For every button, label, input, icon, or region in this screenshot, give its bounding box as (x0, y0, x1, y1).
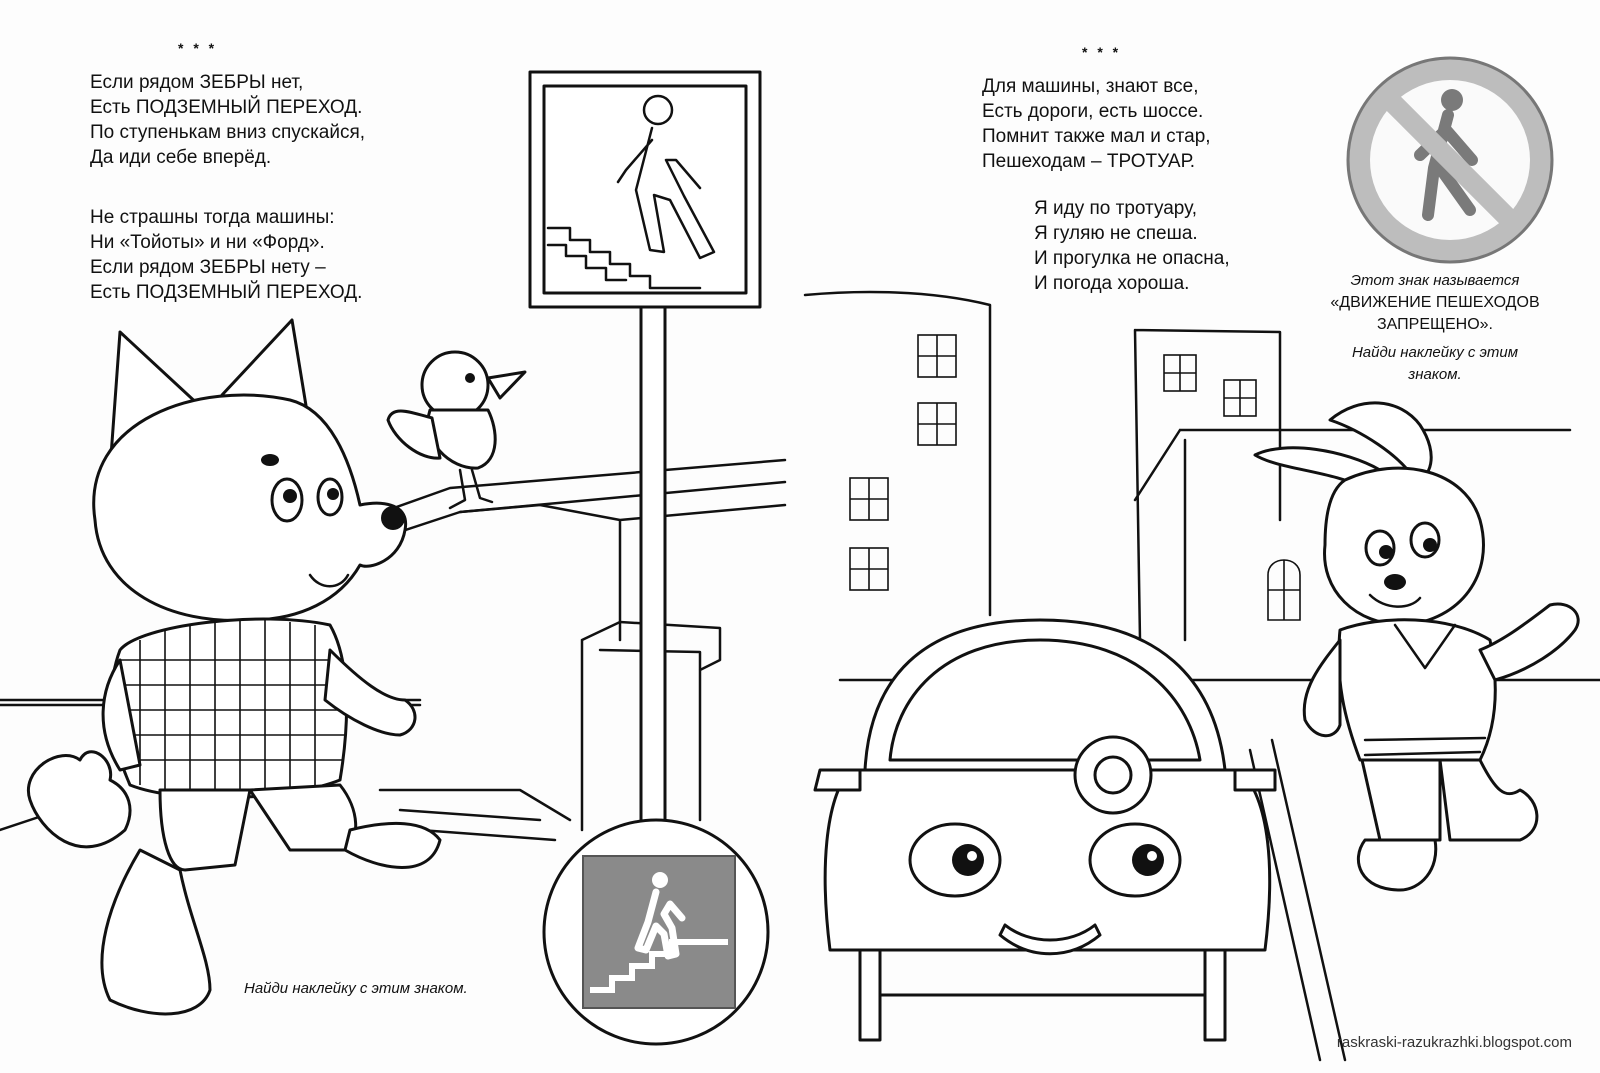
sign-caption-hint-2: знаком. (1408, 366, 1462, 383)
poem-line: Пешеходам – ТРОТУАР. (982, 151, 1195, 172)
underground-crossing-sign-icon (530, 72, 760, 825)
poem-line: Ни «Тойоты» и ни «Форд». (90, 232, 325, 253)
left-poem-stars: * * * (178, 40, 218, 56)
underground-crossing-sticker-icon (544, 820, 768, 1044)
poem-line: Есть ПОДЗЕМНЫЙ ПЕРЕХОД. (90, 97, 363, 118)
poem-line: Да иди себе вперёд. (90, 147, 272, 168)
sign-caption-name-2: ЗАПРЕЩЕНО». (1376, 316, 1493, 333)
poem-line: Есть ПОДЗЕМНЫЙ ПЕРЕХОД. (90, 282, 363, 303)
poem-line: Я гуляю не спеша. (1034, 223, 1198, 244)
right-poem-stars: * * * (1082, 44, 1122, 60)
bunny-character (1255, 403, 1578, 890)
no-pedestrians-sign-icon (1348, 58, 1552, 262)
sign-caption (1310, 270, 1560, 386)
poem-line: Помнит также мал и стар, (982, 126, 1211, 147)
left-poem-stanza-2 (90, 205, 362, 305)
sign-caption-hint-1: Найди наклейку с этим (1351, 344, 1519, 361)
right-poem-stanza-1 (982, 74, 1211, 174)
wolf-character (28, 320, 440, 1014)
watermark: raskraski-razukrazhki.blogspot.com (1336, 1034, 1572, 1051)
poem-line: По ступенькам вниз спускайся, (90, 122, 366, 143)
sign-caption-intro: Этот знак называется (1350, 272, 1520, 289)
sign-caption-name-1: «ДВИЖЕНИЕ ПЕШЕХОДОВ (1330, 294, 1540, 311)
poem-line: Есть дороги, есть шоссе. (982, 101, 1204, 122)
left-sticker-hint: Найди наклейку с этим знаком. (244, 980, 468, 997)
poem-line: Если рядом ЗЕБРЫ нету – (90, 257, 326, 278)
right-poem-stanza-2 (1034, 196, 1230, 296)
poem-line: И погода хороша. (1034, 273, 1190, 294)
poem-line: Я иду по тротуару, (1034, 198, 1198, 219)
poem-line: Если рядом ЗЕБРЫ нет, (90, 72, 304, 93)
car-character (815, 620, 1275, 1040)
poem-line: Для машины, знают все, (982, 76, 1199, 97)
left-poem-stanza-1 (90, 70, 365, 170)
poem-line: Не страшны тогда машины: (90, 207, 335, 228)
poem-line: И прогулка не опасна, (1034, 248, 1230, 269)
